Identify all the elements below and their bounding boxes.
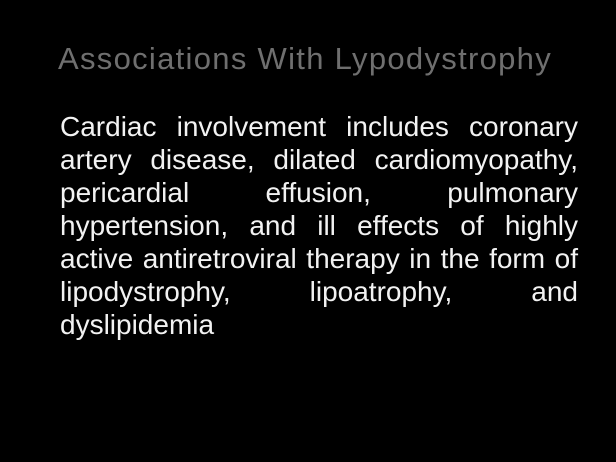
body-line: pericardial effusion, pulmonary: [60, 177, 578, 208]
body-line: Cardiac involvement includes coronary: [60, 111, 578, 142]
body-line: active antiretroviral therapy in the form of: [60, 243, 578, 274]
body-line: artery disease, dilated cardiomyopathy,: [60, 144, 578, 175]
slide-title: Associations With Lypodystrophy: [58, 41, 553, 76]
body-line: lipodystrophy, lipoatrophy, and: [60, 276, 578, 307]
slide-body-text: [60, 110, 578, 341]
body-line: dyslipidemia: [60, 309, 215, 340]
body-line: hypertension, and ill effects of highly: [60, 210, 578, 241]
